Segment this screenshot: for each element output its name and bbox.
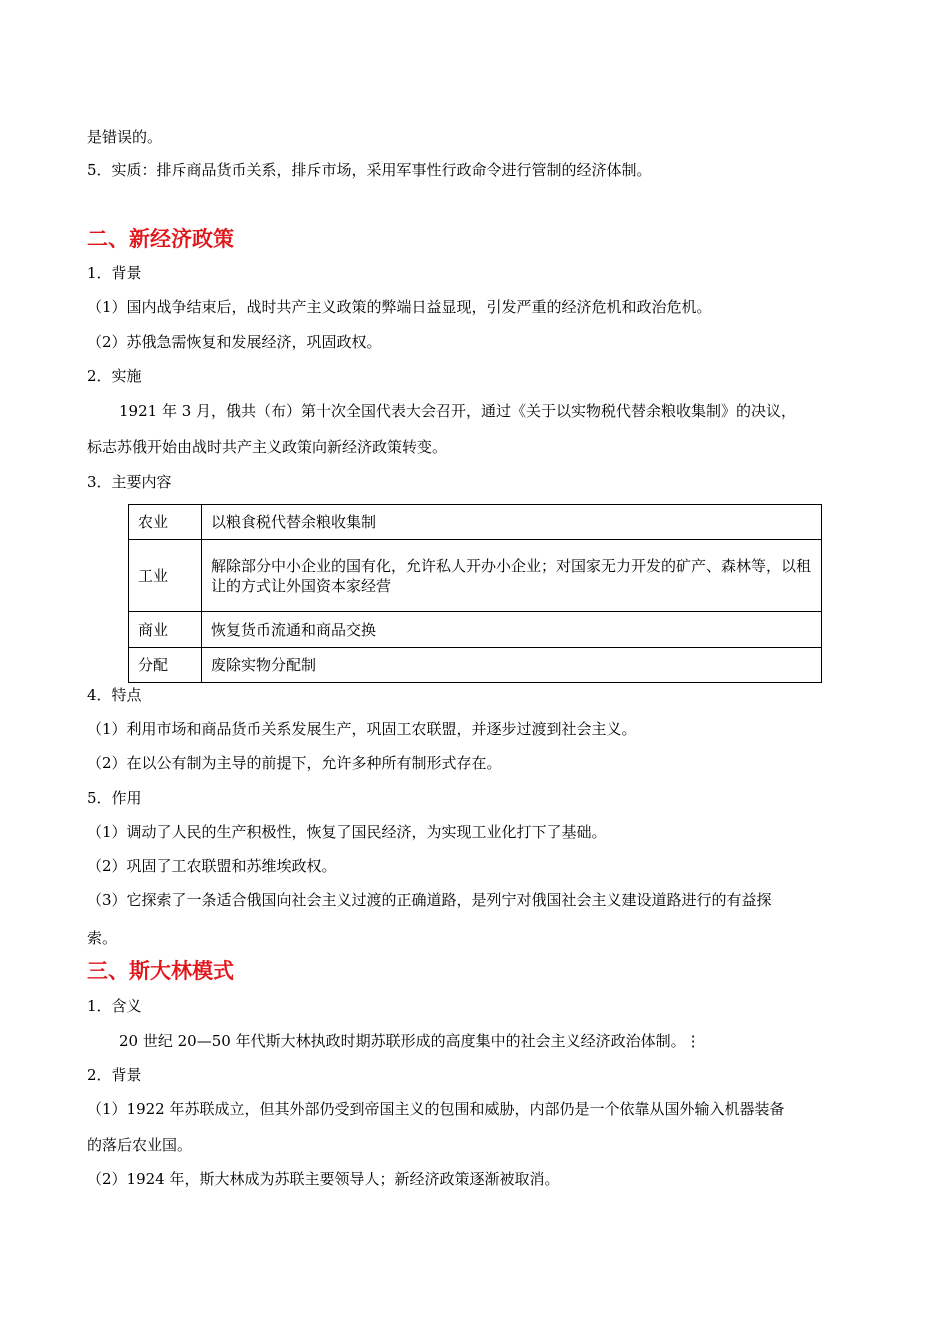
- table-cell-content: 解除部分中小企业的国有化，允许私人开办小企业；对国家无力开发的矿产、森林等，以租让的方式让外国资本家经营: [202, 540, 822, 612]
- subheading: 1．背景: [87, 264, 142, 282]
- table-cell-label: 商业: [129, 612, 202, 648]
- table-row: [129, 648, 822, 683]
- section-heading: 二、新经济政策: [87, 227, 234, 251]
- table-cell-content: 恢复货币流通和商品交换: [202, 612, 822, 648]
- subheading: 2．实施: [87, 367, 142, 385]
- text-line: 标志苏俄开始由战时共产主义政策向新经济政策转变。: [87, 438, 448, 456]
- text-line: 是错误的。: [87, 128, 163, 146]
- text-line: 的落后农业国。: [87, 1136, 193, 1154]
- text-line: 20 世纪 20—50 年代斯大林执政时期苏联形成的高度集中的社会主义经济政治体制。⋮: [119, 1032, 701, 1050]
- text-line: （2）在以公有制为主导的前提下，允许多种所有制形式存在。: [87, 754, 502, 772]
- subheading: 5．作用: [87, 789, 142, 807]
- table-cell-label: 农业: [129, 505, 202, 540]
- table-row: [129, 540, 822, 612]
- text-line: 1921 年 3 月，俄共（布）第十次全国代表大会召开，通过《关于以实物税代替余粮收集制》的决议，: [119, 402, 797, 420]
- table-row: [129, 612, 822, 648]
- subheading: 1．含义: [87, 997, 142, 1015]
- subheading: 3．主要内容: [87, 473, 172, 491]
- text-line: （2）巩固了工农联盟和苏维埃政权。: [87, 857, 337, 875]
- text-line: （2）1924 年，斯大林成为苏联主要领导人；新经济政策逐渐被取消。: [87, 1170, 560, 1188]
- table-cell-label: 分配: [129, 648, 202, 683]
- text-line: 5．实质：排斥商品货币关系，排斥市场，采用军事性行政命令进行管制的经济体制。: [87, 161, 652, 179]
- section-heading: 三、斯大林模式: [87, 959, 234, 983]
- content-table: [128, 504, 822, 683]
- text-line: （3）它探索了一条适合俄国向社会主义过渡的正确道路，是列宁对俄国社会主义建设道路进行的有益探: [87, 891, 772, 909]
- text-line: （1）调动了人民的生产积极性，恢复了国民经济，为实现工业化打下了基础。: [87, 823, 607, 841]
- subheading: 4．特点: [87, 686, 142, 704]
- text-line: （1）利用市场和商品货币关系发展生产，巩固工农联盟，并逐步过渡到社会主义。: [87, 720, 637, 738]
- text-line: 索。: [87, 929, 118, 947]
- subheading: 2．背景: [87, 1066, 142, 1084]
- text-line: （1）1922 年苏联成立，但其外部仍受到帝国主义的包围和威胁，内部仍是一个依靠从国外输入机器装备: [87, 1100, 785, 1118]
- text-line: （2）苏俄急需恢复和发展经济，巩固政权。: [87, 333, 382, 351]
- table-row: [129, 505, 822, 540]
- text-line: （1）国内战争结束后，战时共产主义政策的弊端日益显现，引发严重的经济危机和政治危机。: [87, 298, 712, 316]
- table-cell-label: 工业: [129, 540, 202, 612]
- table-cell-content: 以粮食税代替余粮收集制: [202, 505, 822, 540]
- table-cell-content: 废除实物分配制: [202, 648, 822, 683]
